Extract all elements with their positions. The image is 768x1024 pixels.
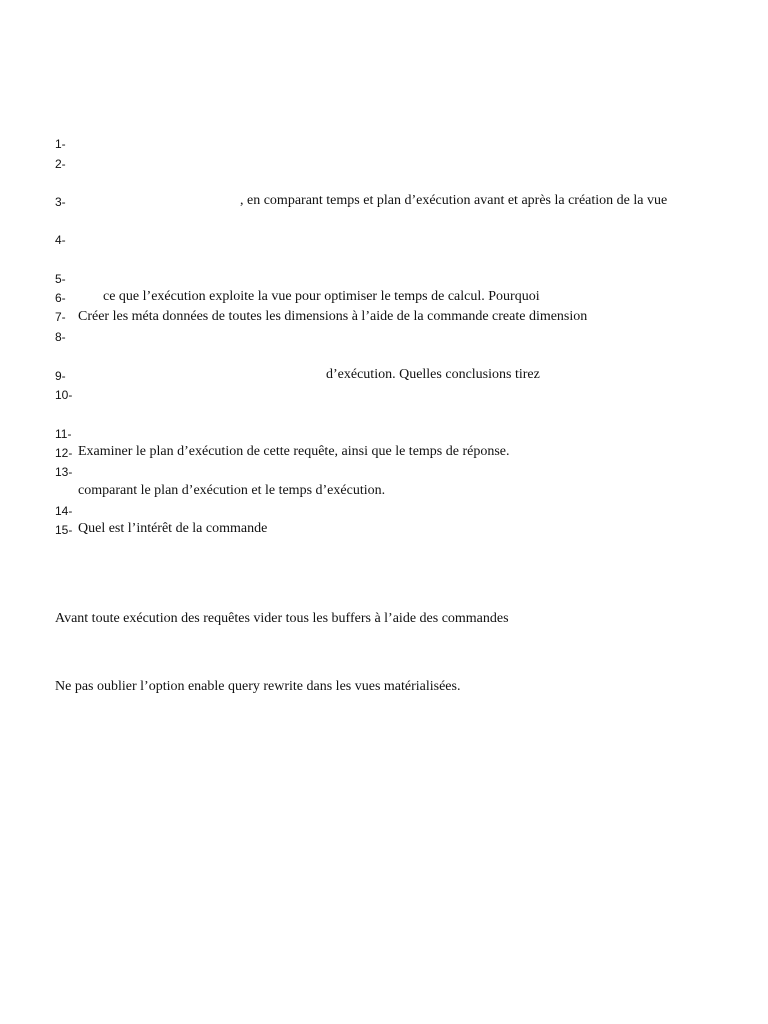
item-text-7: Créer les méta données de toutes les dimensions à l’aide de la commande create dimension — [78, 309, 588, 324]
item-text-12: Examiner le plan d’exécution de cette requête, ainsi que le temps de réponse. — [78, 444, 510, 459]
item-number-1: 1- — [55, 137, 66, 151]
item-number-9: 9- — [55, 369, 66, 383]
item-text-13-continuation: comparant le plan d’exécution et le temps d’exécution. — [78, 483, 386, 498]
item-number-4: 4- — [55, 233, 66, 247]
item-number-10: 10- — [55, 388, 73, 402]
item-text-15: Quel est l’intérêt de la commande — [78, 521, 268, 536]
item-number-7: 7- — [55, 310, 66, 324]
item-number-5: 5- — [55, 272, 66, 286]
item-text-9: d’exécution. Quelles conclusions tirez — [326, 367, 540, 382]
item-number-13: 13- — [55, 465, 73, 479]
note-query-rewrite: Ne pas oublier l’option enable query rewrite dans les vues matérialisées. — [55, 679, 461, 694]
item-number-14: 14- — [55, 504, 73, 518]
item-number-3: 3- — [55, 195, 66, 209]
item-number-12: 12- — [55, 446, 73, 460]
item-number-11: 11- — [55, 427, 72, 441]
note-buffers: Avant toute exécution des requêtes vider tous les buffers à l’aide des commandes — [55, 611, 509, 626]
item-number-2: 2- — [55, 157, 66, 171]
item-number-6: 6- — [55, 291, 66, 305]
item-text-3: , en comparant temps et plan d’exécution avant et après la création de la vue — [240, 193, 668, 208]
item-number-8: 8- — [55, 330, 66, 344]
item-text-6: ce que l’exécution exploite la vue pour optimiser le temps de calcul. Pourquoi — [103, 289, 540, 304]
item-number-15: 15- — [55, 523, 73, 537]
